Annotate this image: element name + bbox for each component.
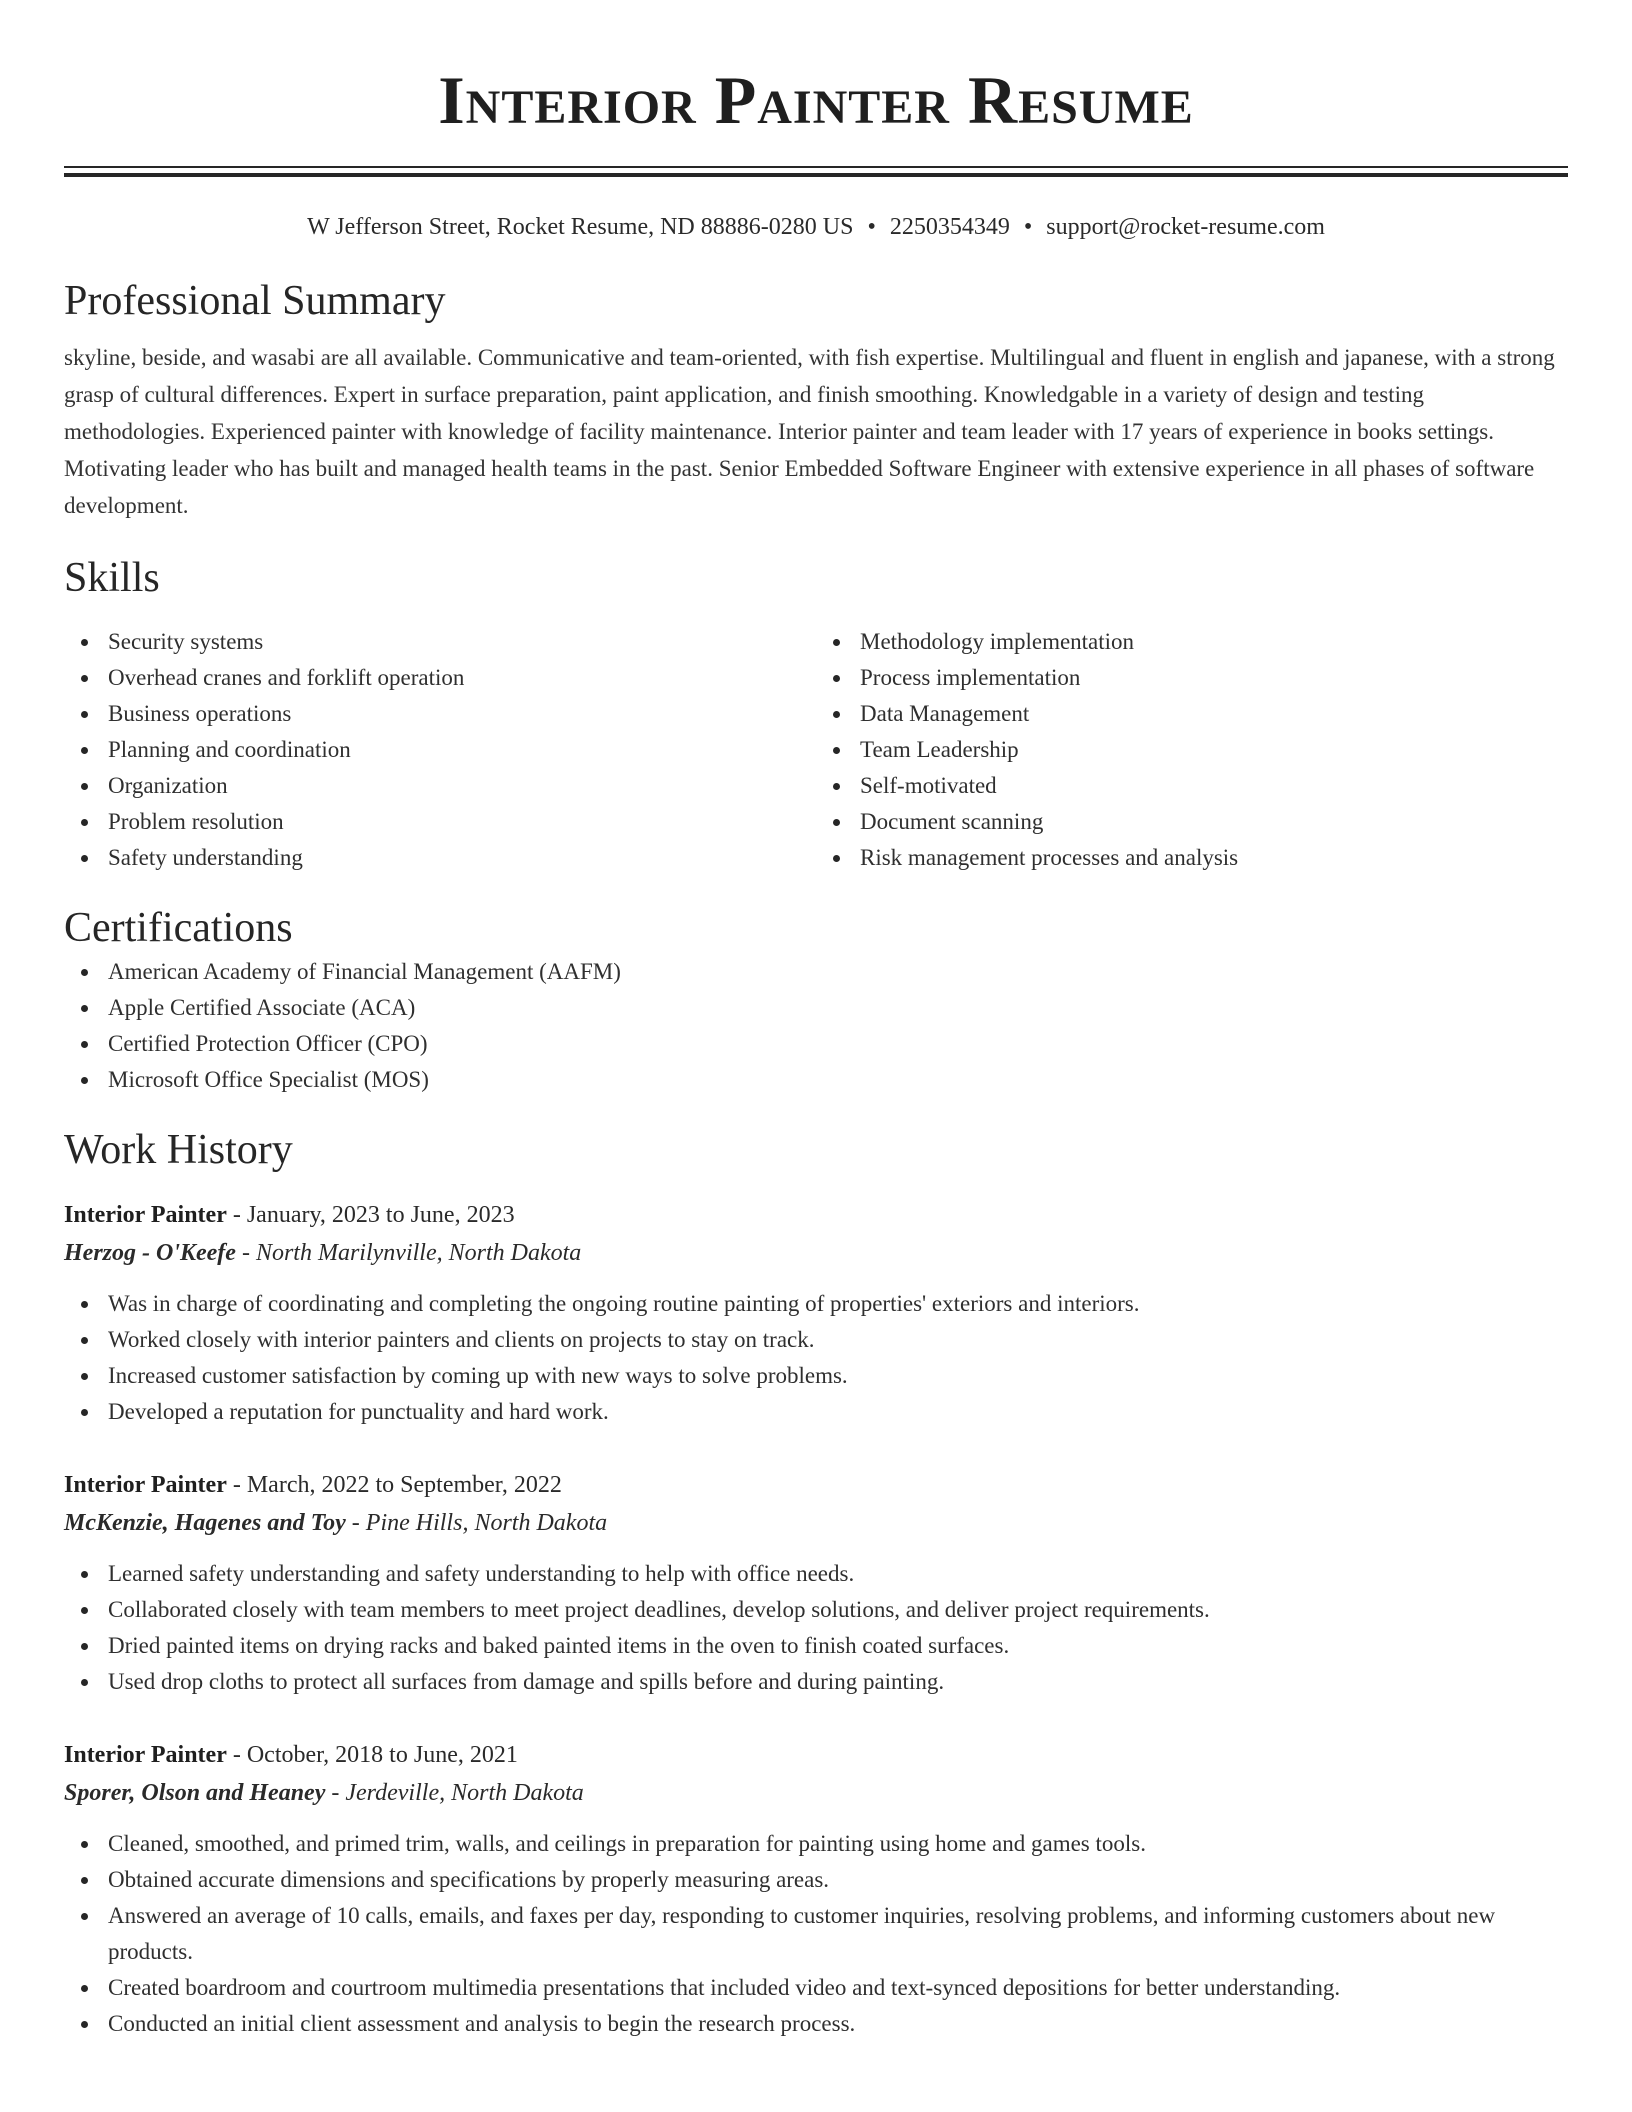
bullet-icon	[833, 675, 840, 682]
bullet-icon	[81, 2021, 88, 2028]
bullet-icon	[833, 819, 840, 826]
bullet-icon	[81, 639, 88, 646]
job-dash: -	[232, 1472, 241, 1498]
bullet-icon	[81, 1679, 88, 1686]
job-duty: Developed a reputation for punctuality and hard work.	[64, 1394, 1568, 1430]
summary-text: skyline, beside, and wasabi are all available. Communicative and team-oriented, with fish expertise. Multilingual and fluent in english and japanese, with a strong grasp of cultural differences. Expert in surface preparation, paint application, and finish smoothing. Knowledgable in a variety of design and testing methodologies. Experienced painter with knowledge of facility maintenance. Interior painter and team leader with 17 years of experience in books settings. Motivating leader who has built and managed health teams in the past. Senior Embedded Software Engineer with extensive experience in all phases of software development.	[64, 345, 1555, 518]
job-dates: January, 2023 to June, 2023	[246, 1202, 515, 1228]
company-line	[64, 1234, 1568, 1272]
skill-item: Planning and coordination	[64, 732, 816, 768]
job-title-line	[64, 1196, 1568, 1234]
bullet-icon	[81, 1337, 88, 1344]
company-location: Pine Hills, North Dakota	[365, 1510, 608, 1536]
job-dash: -	[232, 1202, 241, 1228]
job-duty: Worked closely with interior painters and clients on projects to stay on track.	[64, 1322, 1568, 1358]
skill-item: Risk management processes and analysis	[816, 840, 1568, 876]
work-history-heading: Work History	[64, 1127, 293, 1173]
certifications-heading: Certifications	[64, 905, 293, 951]
company-name: Herzog - O'Keefe	[64, 1240, 236, 1266]
skill-item: Data Management	[816, 696, 1568, 732]
contact-line	[64, 211, 1568, 243]
skills-list-left	[64, 624, 816, 876]
certification-item: Apple Certified Associate (ACA)	[64, 990, 1568, 1026]
contact-address: W Jefferson Street, Rocket Resume, ND 88886-0280 US	[307, 214, 854, 240]
bullet-icon	[81, 1913, 88, 1920]
job-title: Interior Painter	[64, 1472, 227, 1498]
job-duties-list	[64, 1556, 1568, 1700]
contact-separator: •	[867, 214, 876, 240]
skills-columns	[64, 624, 1568, 876]
job-dates: October, 2018 to June, 2021	[246, 1742, 518, 1768]
company-location: North Marilynville, North Dakota	[255, 1240, 582, 1266]
skill-item: Methodology implementation	[816, 624, 1568, 660]
skill-item: Problem resolution	[64, 804, 816, 840]
skills-heading: Skills	[64, 555, 160, 601]
skill-item: Team Leadership	[816, 732, 1568, 768]
company-dash: -	[331, 1780, 340, 1806]
certifications-list	[64, 954, 1568, 1098]
job-duties-list	[64, 1826, 1568, 2042]
skill-item: Business operations	[64, 696, 816, 732]
job-duty: Dried painted items on drying racks and baked painted items in the oven to finish coated surfaces.	[64, 1628, 1568, 1664]
bullet-icon	[833, 855, 840, 862]
bullet-icon	[81, 1409, 88, 1416]
bullet-icon	[81, 1607, 88, 1614]
job-duty: Collaborated closely with team members to meet project deadlines, develop solutions, and deliver project requirements.	[64, 1592, 1568, 1628]
bullet-icon	[81, 1571, 88, 1578]
job-duty: Created boardroom and courtroom multimedia presentations that included video and text-synced depositions for better understanding.	[64, 1970, 1568, 2006]
job-duty: Used drop cloths to protect all surfaces from damage and spills before and during painting.	[64, 1664, 1568, 1700]
job-title-line	[64, 1466, 1568, 1504]
job-dash: -	[232, 1742, 241, 1768]
bullet-icon	[81, 1005, 88, 1012]
job-duty: Obtained accurate dimensions and specifications by properly measuring areas.	[64, 1862, 1568, 1898]
job-title-line	[64, 1736, 1568, 1774]
job-dates: March, 2022 to September, 2022	[246, 1472, 562, 1498]
job-duty: Conducted an initial client assessment and analysis to begin the research process.	[64, 2006, 1568, 2042]
skill-item: Self-motivated	[816, 768, 1568, 804]
contact-email: support@rocket-resume.com	[1046, 214, 1325, 240]
job-duty: Answered an average of 10 calls, emails, and faxes per day, responding to customer inquiries, resolving problems, and informing customers about new products.	[64, 1898, 1568, 1970]
skill-item: Safety understanding	[64, 840, 816, 876]
contact-separator: •	[1023, 214, 1033, 240]
contact-phone: 2250354349	[889, 214, 1010, 240]
job-entry	[64, 1196, 1568, 1430]
summary-heading: Professional Summary	[64, 278, 446, 324]
skill-item: Process implementation	[816, 660, 1568, 696]
job-duty: Was in charge of coordinating and completing the ongoing routine painting of properties' exteriors and interiors.	[64, 1286, 1568, 1322]
bullet-icon	[81, 1985, 88, 1992]
certification-item: American Academy of Financial Management (AAFM)	[64, 954, 1568, 990]
job-title: Interior Painter	[64, 1742, 227, 1768]
bullet-icon	[81, 1041, 88, 1048]
job-entry	[64, 1466, 1568, 1700]
skill-item: Document scanning	[816, 804, 1568, 840]
company-name: McKenzie, Hagenes and Toy	[64, 1510, 346, 1536]
title-divider	[64, 166, 1568, 177]
resume-title: Interior Painter Resume	[438, 62, 1194, 138]
bullet-icon	[833, 711, 840, 718]
company-location: Jerdeville, North Dakota	[345, 1780, 584, 1806]
bullet-icon	[81, 675, 88, 682]
skill-item: Security systems	[64, 624, 816, 660]
company-dash: -	[241, 1240, 250, 1266]
bullet-icon	[81, 1077, 88, 1084]
bullet-icon	[81, 1373, 88, 1380]
job-duties-list	[64, 1286, 1568, 1430]
company-name: Sporer, Olson and Heaney	[64, 1780, 326, 1806]
bullet-icon	[833, 783, 840, 790]
bullet-icon	[81, 711, 88, 718]
bullet-icon	[81, 1877, 88, 1884]
company-line	[64, 1774, 1568, 1812]
bullet-icon	[833, 639, 840, 646]
bullet-icon	[81, 1301, 88, 1308]
bullet-icon	[81, 819, 88, 826]
skills-list-right	[816, 624, 1568, 876]
bullet-icon	[833, 747, 840, 754]
job-duty: Cleaned, smoothed, and primed trim, walls, and ceilings in preparation for painting using home and games tools.	[64, 1826, 1568, 1862]
company-dash: -	[351, 1510, 360, 1536]
job-title: Interior Painter	[64, 1202, 227, 1228]
job-duty: Learned safety understanding and safety understanding to help with office needs.	[64, 1556, 1568, 1592]
bullet-icon	[81, 1841, 88, 1848]
job-duty: Increased customer satisfaction by coming up with new ways to solve problems.	[64, 1358, 1568, 1394]
bullet-icon	[81, 1643, 88, 1650]
job-entry	[64, 1736, 1568, 2042]
bullet-icon	[81, 855, 88, 862]
bullet-icon	[81, 783, 88, 790]
certification-item: Certified Protection Officer (CPO)	[64, 1026, 1568, 1062]
company-line	[64, 1504, 1568, 1542]
bullet-icon	[81, 969, 88, 976]
skill-item: Organization	[64, 768, 816, 804]
bullet-icon	[81, 747, 88, 754]
skill-item: Overhead cranes and forklift operation	[64, 660, 816, 696]
certification-item: Microsoft Office Specialist (MOS)	[64, 1062, 1568, 1098]
